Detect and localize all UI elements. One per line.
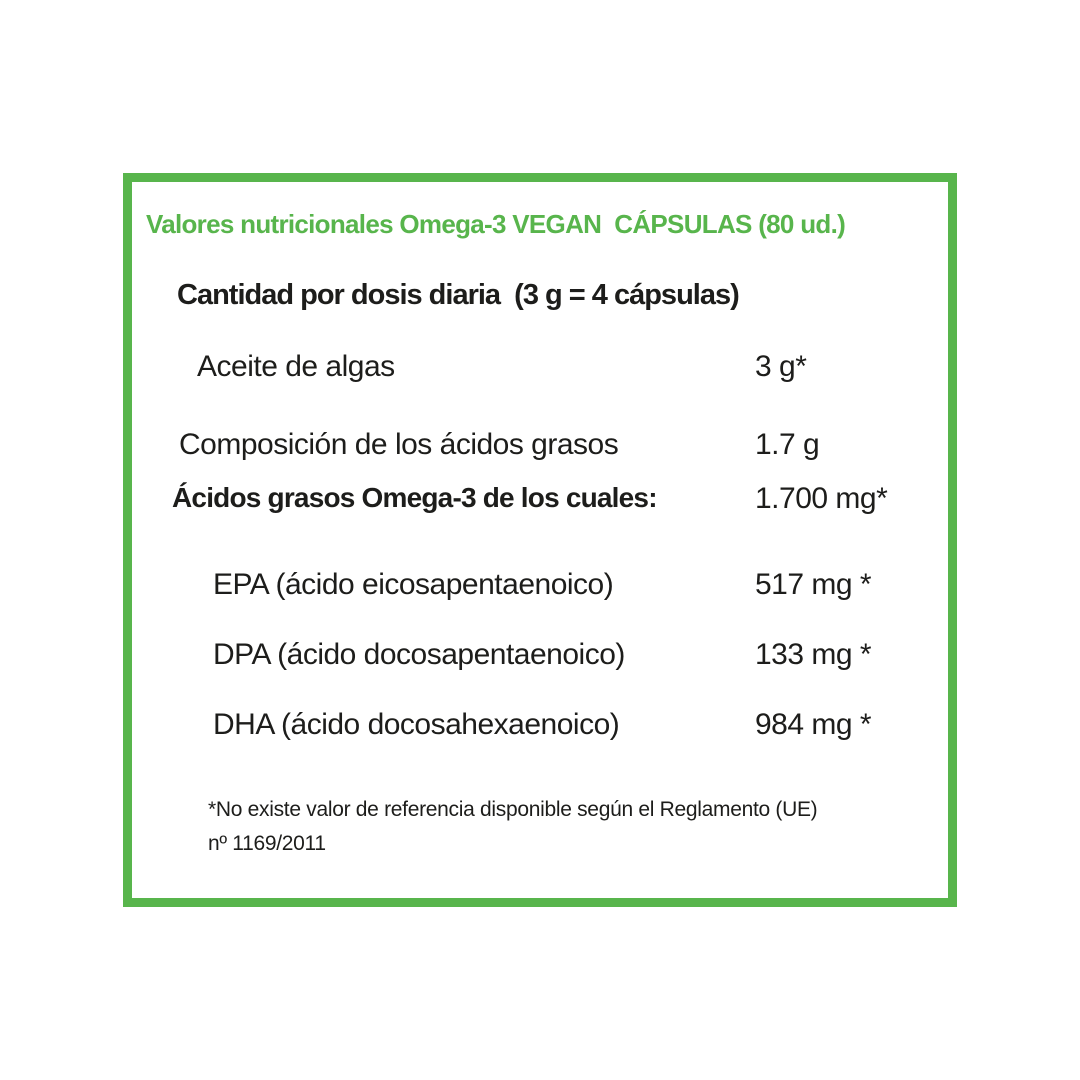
nutrition-row-aceite xyxy=(132,350,948,390)
row-label: Ácidos grasos Omega-3 de los cuales: xyxy=(172,482,657,513)
row-value: 3 g* xyxy=(755,350,807,383)
nutrition-row-dha xyxy=(132,708,948,748)
footnote-line-1: *No existe valor de referencia disponible según el Reglamento (UE) xyxy=(208,798,818,821)
footnote xyxy=(208,793,817,861)
row-value: 1.700 mg* xyxy=(755,482,888,515)
row-label: Aceite de algas xyxy=(197,350,395,383)
nutrition-row-epa xyxy=(132,568,948,608)
nutrition-row-omega3-total xyxy=(132,482,948,522)
row-label: Composición de los ácidos grasos xyxy=(179,428,619,461)
row-value: 1.7 g xyxy=(755,428,820,461)
row-label: DHA (ácido docosahexaenoico) xyxy=(213,708,620,741)
row-label: EPA (ácido eicosapentaenoico) xyxy=(213,568,614,601)
nutrition-label-box xyxy=(123,173,957,907)
label-title: Valores nutricionales Omega-3 VEGAN CÁPSULAS (80 ud.) xyxy=(146,209,846,239)
row-value: 984 mg * xyxy=(755,708,872,741)
row-value: 133 mg * xyxy=(755,638,872,671)
nutrition-row-dpa xyxy=(132,638,948,678)
nutrition-row-composicion xyxy=(132,428,948,468)
row-label: DPA (ácido docosapentaenoico) xyxy=(213,638,625,671)
footnote-line-2: nº 1169/2011 xyxy=(208,832,326,855)
dose-header: Cantidad por dosis diaria (3 g = 4 cápsulas) xyxy=(177,279,739,311)
row-value: 517 mg * xyxy=(755,568,872,601)
